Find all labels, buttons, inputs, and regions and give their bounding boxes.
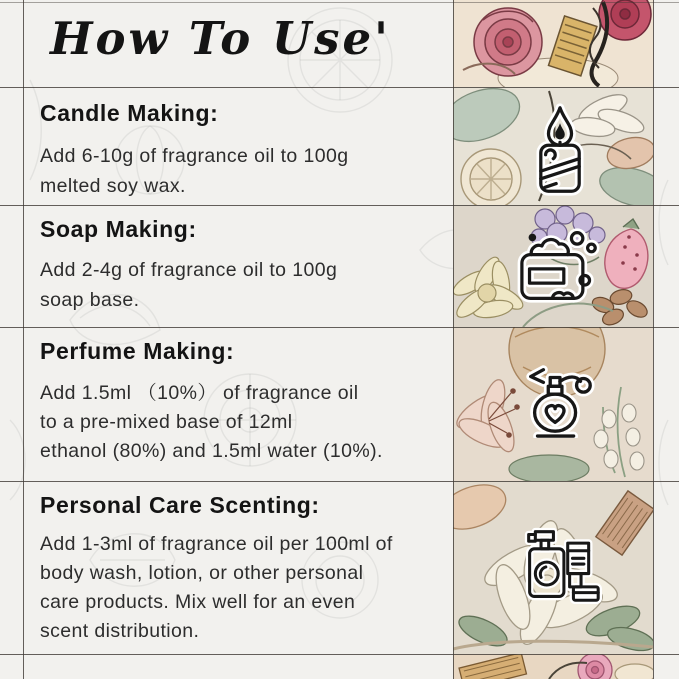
perfume-making-body xyxy=(40,379,383,466)
divider-4 xyxy=(0,481,679,482)
page-title: How To Use' xyxy=(50,12,391,65)
divider-top xyxy=(0,2,679,3)
body-line: soap base. xyxy=(40,289,140,311)
strip-left-line xyxy=(453,0,454,679)
personal-care-body xyxy=(40,530,393,646)
candle-icon xyxy=(528,102,592,198)
perfume-sprayer-icon xyxy=(516,358,602,438)
illustration-band-roses xyxy=(453,0,653,87)
body-line: care products. Mix well for an even xyxy=(40,591,356,613)
body-line: ethanol (80%) and 1.5ml water (10%). xyxy=(40,440,383,462)
candle-making-body xyxy=(40,141,348,201)
body-line: body wash, lotion, or other personal xyxy=(40,562,364,584)
divider-1 xyxy=(0,87,679,88)
left-margin-line xyxy=(23,0,24,679)
body-line: Add 1-3ml of fragrance oil per 100ml of xyxy=(40,533,393,555)
candle-making-heading: Candle Making: xyxy=(40,100,219,126)
illustration-band-bottom xyxy=(453,654,653,679)
soap-bar-icon xyxy=(516,226,604,306)
body-line: to a pre-mixed base of 12ml xyxy=(40,411,293,433)
body-line: melted soy wax. xyxy=(40,175,186,197)
perfume-making-heading: Perfume Making: xyxy=(40,338,235,364)
body-line: Add 6-10g of fragrance oil to 100g xyxy=(40,145,349,167)
soap-making-heading: Soap Making: xyxy=(40,216,197,242)
divider-5 xyxy=(0,654,679,655)
divider-3 xyxy=(0,327,679,328)
body-line: scent distribution. xyxy=(40,620,200,642)
strip-right-line xyxy=(653,0,654,679)
body-line: Add 1.5ml （10%） of fragrance oil xyxy=(40,382,359,404)
body-line: Add 2-4g of fragrance oil to 100g xyxy=(40,259,338,281)
soap-making-body xyxy=(40,255,337,315)
personal-care-heading: Personal Care Scenting: xyxy=(40,492,320,518)
toiletries-icon xyxy=(522,524,602,606)
divider-2 xyxy=(0,205,679,206)
